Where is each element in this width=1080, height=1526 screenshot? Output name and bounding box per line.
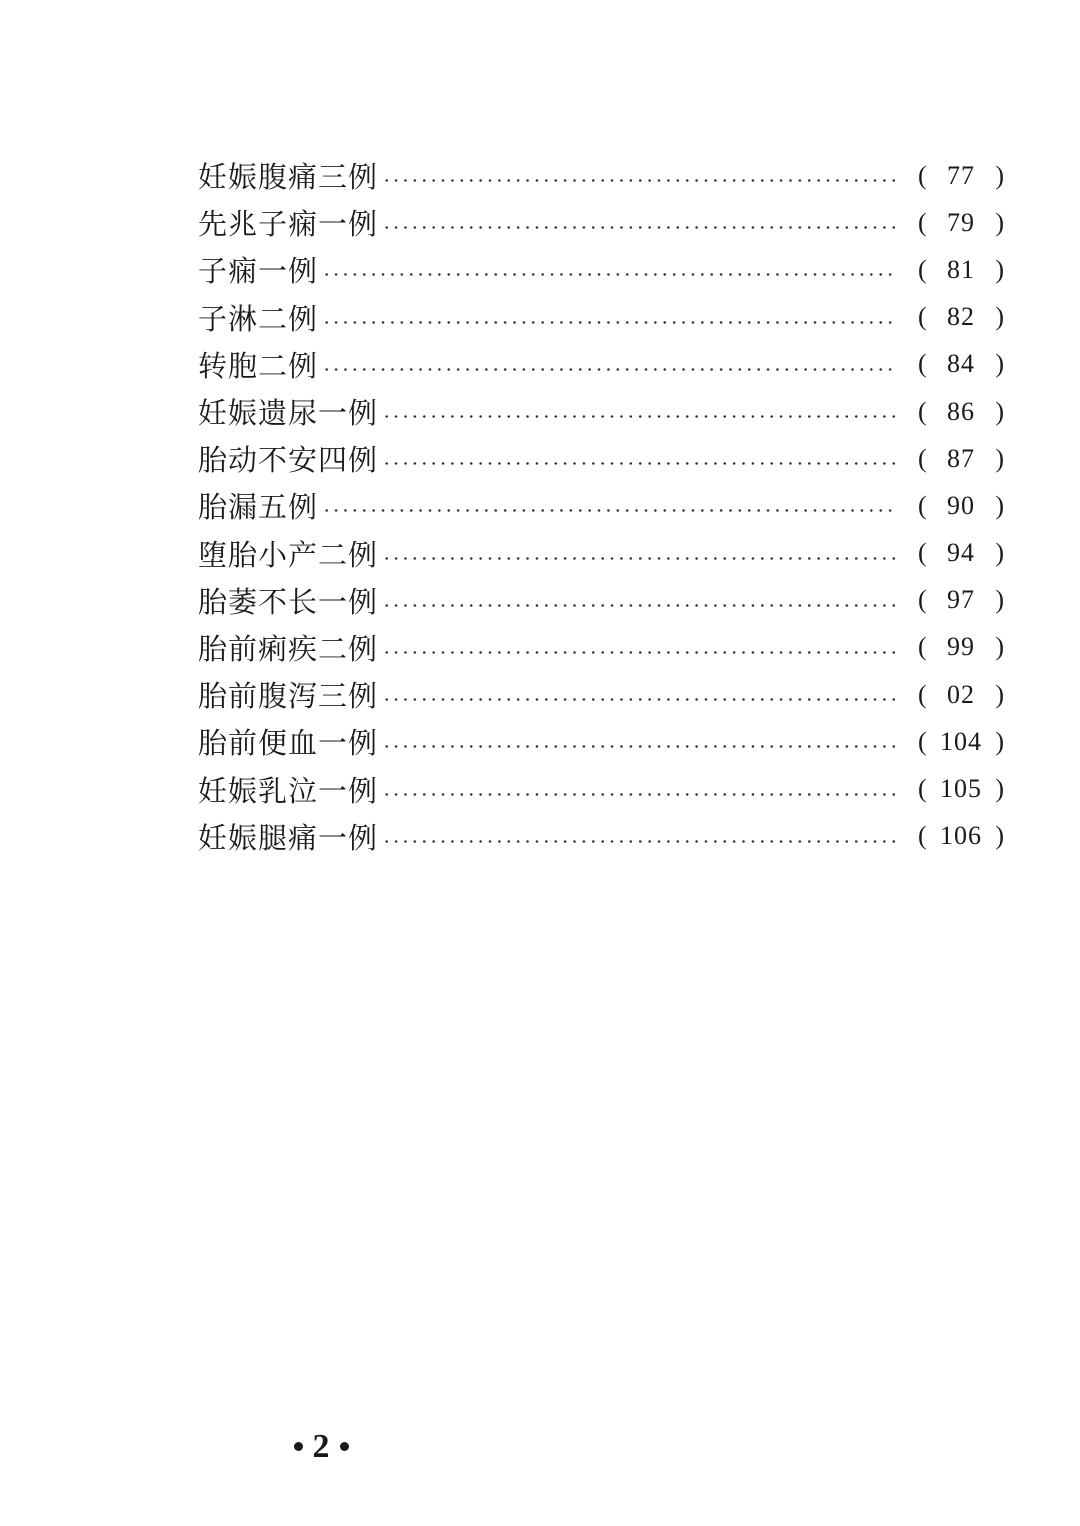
toc-entry[interactable] xyxy=(198,199,1004,246)
dot-leader xyxy=(322,509,896,512)
toc-entry-title: 子痫一例 xyxy=(198,254,319,289)
open-paren: ( xyxy=(918,254,927,284)
toc-entry-title: 子淋二例 xyxy=(198,301,319,336)
close-paren: ) xyxy=(995,538,1004,568)
toc-entry-page xyxy=(918,208,1004,238)
toc-entry-page xyxy=(918,161,1004,191)
toc-entry-title: 转胞二例 xyxy=(198,348,319,383)
toc-entry-page xyxy=(918,821,1004,851)
page-number-value: 104 xyxy=(940,726,982,756)
page-footer xyxy=(276,1428,366,1466)
open-paren: ( xyxy=(918,207,927,237)
toc-entry-page xyxy=(918,727,1004,757)
dot-leader xyxy=(382,462,896,465)
toc-entry[interactable] xyxy=(198,765,1004,812)
page-number-value: 87 xyxy=(947,443,975,473)
open-paren: ( xyxy=(918,632,927,662)
page-number-value: 77 xyxy=(947,160,975,190)
toc-entry[interactable] xyxy=(198,482,1004,529)
toc-entry[interactable] xyxy=(198,341,1004,388)
page-number-value: 82 xyxy=(947,302,975,332)
toc-entry[interactable] xyxy=(198,294,1004,341)
close-paren: ) xyxy=(995,726,1004,756)
page-number-value: 81 xyxy=(947,254,975,284)
toc-entry[interactable] xyxy=(198,624,1004,671)
toc-entry-page xyxy=(918,538,1004,568)
dot-leader xyxy=(382,557,896,560)
open-paren: ( xyxy=(918,349,927,379)
dot-leader xyxy=(322,321,896,324)
toc-entry-page xyxy=(918,491,1004,521)
page-number-value: 105 xyxy=(940,774,982,804)
close-paren: ) xyxy=(995,302,1004,332)
toc-entry-page xyxy=(918,632,1004,662)
toc-entry[interactable] xyxy=(198,152,1004,199)
page-number-value: 02 xyxy=(947,679,975,709)
toc-entry-title: 妊娠腿痛一例 xyxy=(198,820,379,855)
toc-entry[interactable] xyxy=(198,435,1004,482)
open-paren: ( xyxy=(918,160,927,190)
close-paren: ) xyxy=(995,396,1004,426)
page-number-value: 97 xyxy=(947,585,975,615)
close-paren: ) xyxy=(995,774,1004,804)
dot-leader xyxy=(382,651,896,654)
toc-entry[interactable] xyxy=(198,246,1004,293)
dot-leader xyxy=(382,415,896,418)
toc-entry-title: 胎前痢疾二例 xyxy=(198,631,379,666)
page-number-value: 90 xyxy=(947,490,975,520)
close-paren: ) xyxy=(995,443,1004,473)
toc-entry-page xyxy=(918,444,1004,474)
toc-entry-title: 妊娠腹痛三例 xyxy=(198,160,379,195)
close-paren: ) xyxy=(995,821,1004,851)
close-paren: ) xyxy=(995,254,1004,284)
toc-entry[interactable] xyxy=(198,577,1004,624)
page-number-value: 106 xyxy=(940,821,982,851)
dot-leader xyxy=(382,793,896,796)
toc-entry[interactable] xyxy=(198,388,1004,435)
toc-entry-page xyxy=(918,774,1004,804)
toc-entry-page xyxy=(918,302,1004,332)
open-paren: ( xyxy=(918,396,927,426)
open-paren: ( xyxy=(918,490,927,520)
close-paren: ) xyxy=(995,207,1004,237)
toc-entry-title: 妊娠乳泣一例 xyxy=(198,773,379,808)
dot-leader xyxy=(382,226,896,229)
table-of-contents xyxy=(198,152,1004,860)
toc-entry[interactable] xyxy=(198,718,1004,765)
open-paren: ( xyxy=(918,679,927,709)
toc-entry-page xyxy=(918,349,1004,379)
close-paren: ) xyxy=(995,349,1004,379)
toc-entry-title: 先兆子痫一例 xyxy=(198,207,379,242)
open-paren: ( xyxy=(918,302,927,332)
dot-leader xyxy=(382,840,896,843)
open-paren: ( xyxy=(918,538,927,568)
toc-entry[interactable] xyxy=(198,813,1004,860)
page-number-value: 86 xyxy=(947,396,975,426)
open-paren: ( xyxy=(918,821,927,851)
dot-leader xyxy=(382,745,896,748)
toc-entry-title: 胎前便血一例 xyxy=(198,726,379,761)
toc-entry-page xyxy=(918,585,1004,615)
toc-entry-title: 胎前腹泻三例 xyxy=(198,679,379,714)
toc-entry-page xyxy=(918,397,1004,427)
close-paren: ) xyxy=(995,632,1004,662)
toc-entry[interactable] xyxy=(198,530,1004,577)
open-paren: ( xyxy=(918,774,927,804)
close-paren: ) xyxy=(995,160,1004,190)
close-paren: ) xyxy=(995,679,1004,709)
dot-leader xyxy=(382,698,896,701)
page-number-value: 84 xyxy=(947,349,975,379)
toc-entry-page xyxy=(918,680,1004,710)
open-paren: ( xyxy=(918,726,927,756)
page-number-value: 79 xyxy=(947,207,975,237)
close-paren: ) xyxy=(995,490,1004,520)
dot-leader xyxy=(382,179,896,182)
toc-entry-title: 胎动不安四例 xyxy=(198,443,379,478)
close-paren: ) xyxy=(995,585,1004,615)
page-number-value: 99 xyxy=(947,632,975,662)
dot-leader xyxy=(382,604,896,607)
open-paren: ( xyxy=(918,585,927,615)
open-paren: ( xyxy=(918,443,927,473)
toc-entry-title: 妊娠遗尿一例 xyxy=(198,396,379,431)
toc-entry-title: 胎漏五例 xyxy=(198,490,319,525)
page-number-value: 94 xyxy=(947,538,975,568)
bullet-left-icon xyxy=(294,1442,303,1451)
toc-entry-title: 胎萎不长一例 xyxy=(198,584,379,619)
toc-entry[interactable] xyxy=(198,671,1004,718)
page-number: 2 xyxy=(312,1428,330,1465)
dot-leader xyxy=(322,368,896,371)
toc-entry-title: 堕胎小产二例 xyxy=(198,537,379,572)
dot-leader xyxy=(322,273,896,276)
bullet-right-icon xyxy=(340,1442,349,1451)
toc-entry-page xyxy=(918,255,1004,285)
